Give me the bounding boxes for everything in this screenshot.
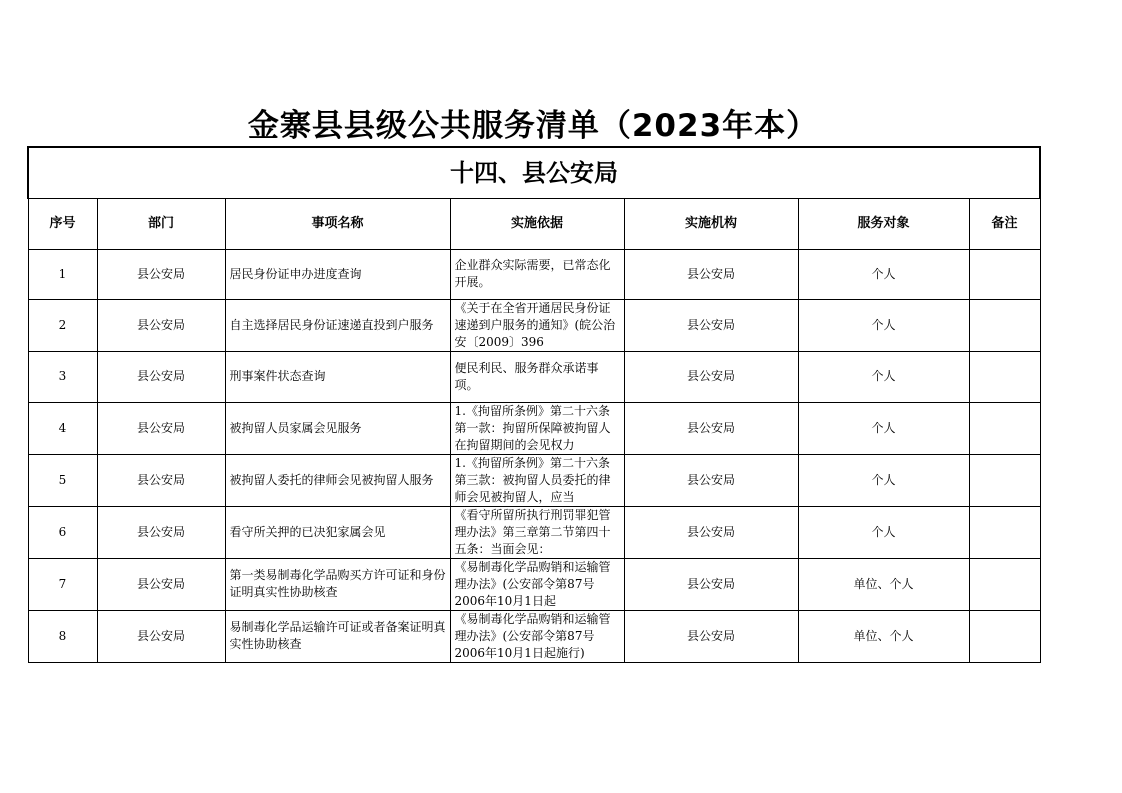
header-basis: 实施依据 (450, 199, 624, 250)
service-list-table (27, 146, 1041, 663)
row-basis (450, 558, 624, 610)
row-basis-text: 便民利民、服务群众承诺事项。 (454, 360, 599, 392)
row-basis (450, 454, 624, 506)
row-basis (450, 352, 624, 403)
table-row (28, 558, 1040, 610)
row-basis (450, 249, 624, 300)
row-item-name: 看守所关押的已决犯家属会见 (225, 506, 450, 558)
row-note (969, 402, 1040, 454)
header-item: 事项名称 (225, 199, 450, 250)
header-agency: 实施机构 (624, 199, 798, 250)
section-title: 十四、县公安局 (28, 147, 1040, 199)
row-agency: 县公安局 (624, 506, 798, 558)
row-item-name: 被拘留人委托的律师会见被拘留人服务 (225, 454, 450, 506)
row-number: 3 (28, 352, 97, 403)
row-agency: 县公安局 (624, 402, 798, 454)
row-note (969, 249, 1040, 300)
row-number: 7 (28, 558, 97, 610)
table-row (28, 249, 1040, 300)
row-agency: 县公安局 (624, 610, 798, 662)
row-number: 8 (28, 610, 97, 662)
section-row (28, 147, 1040, 199)
row-basis-text: 《看守所留所执行刑罚罪犯管理办法》第三章第二节第四十五条：当面会见： (454, 507, 611, 556)
header-dept: 部门 (97, 199, 225, 250)
row-agency: 县公安局 (624, 454, 798, 506)
table-row (28, 352, 1040, 403)
row-target: 个人 (798, 454, 969, 506)
header-no: 序号 (28, 199, 97, 250)
row-note (969, 610, 1040, 662)
row-department: 县公安局 (97, 249, 225, 300)
row-item-name: 被拘留人员家属会见服务 (225, 402, 450, 454)
table-row (28, 402, 1040, 454)
header-row (28, 199, 1040, 250)
row-target: 个人 (798, 352, 969, 403)
row-basis-text: 1.《拘留所条例》第二十六条第三款：被拘留人员委托的律师会见被拘留人，应当 (454, 455, 611, 504)
row-target: 个人 (798, 249, 969, 300)
row-basis (450, 610, 624, 662)
row-note (969, 506, 1040, 558)
row-basis-text: 1.《拘留所条例》第二十六条第一款：拘留所保障被拘留人在拘留期间的会见权力 (454, 403, 611, 452)
document-title: 金寨县县级公共服务清单（2023年本） (247, 108, 819, 144)
row-number: 5 (28, 454, 97, 506)
row-agency: 县公安局 (624, 249, 798, 300)
row-note (969, 352, 1040, 403)
row-target: 个人 (798, 402, 969, 454)
row-note (969, 558, 1040, 610)
row-department: 县公安局 (97, 454, 225, 506)
row-basis (450, 506, 624, 558)
row-item-name: 自主选择居民身份证速递直投到户服务 (225, 300, 450, 352)
row-department: 县公安局 (97, 558, 225, 610)
row-item-name: 刑事案件状态查询 (225, 352, 450, 403)
row-department: 县公安局 (97, 402, 225, 454)
row-item-name: 易制毒化学品运输许可证或者备案证明真实性协助核查 (225, 610, 450, 662)
row-department: 县公安局 (97, 352, 225, 403)
header-target: 服务对象 (798, 199, 969, 250)
header-note: 备注 (969, 199, 1040, 250)
row-department: 县公安局 (97, 300, 225, 352)
row-agency: 县公安局 (624, 558, 798, 610)
row-basis-text: 《易制毒化学品购销和运输管理办法》(公安部令第87号 2006年10月1日起施行) (454, 611, 611, 660)
row-note (969, 454, 1040, 506)
row-number: 4 (28, 402, 97, 454)
table-row (28, 506, 1040, 558)
row-basis-text: 《关于在全省开通居民身份证速递到户服务的通知》(皖公治安〔2009〕396 (454, 301, 616, 349)
table-row (28, 454, 1040, 506)
row-item-name: 居民身份证申办进度查询 (225, 249, 450, 300)
row-agency: 县公安局 (624, 352, 798, 403)
row-department: 县公安局 (97, 610, 225, 662)
row-number: 6 (28, 506, 97, 558)
row-basis (450, 300, 624, 352)
row-item-name: 第一类易制毒化学品购买方许可证和身份证明真实性协助核查 (225, 558, 450, 610)
row-target: 个人 (798, 300, 969, 352)
row-target: 个人 (798, 506, 969, 558)
row-basis-text: 企业群众实际需要，已常态化开展。 (454, 258, 611, 290)
row-number: 1 (28, 249, 97, 300)
row-basis (450, 402, 624, 454)
table-row (28, 300, 1040, 352)
row-basis-text: 《易制毒化学品购销和运输管理办法》(公安部令第87号 2006年10月1日起 (454, 559, 611, 608)
row-agency: 县公安局 (624, 300, 798, 352)
row-department: 县公安局 (97, 506, 225, 558)
row-target: 单位、个人 (798, 558, 969, 610)
table-row (28, 610, 1040, 662)
row-number: 2 (28, 300, 97, 352)
row-note (969, 300, 1040, 352)
row-target: 单位、个人 (798, 610, 969, 662)
